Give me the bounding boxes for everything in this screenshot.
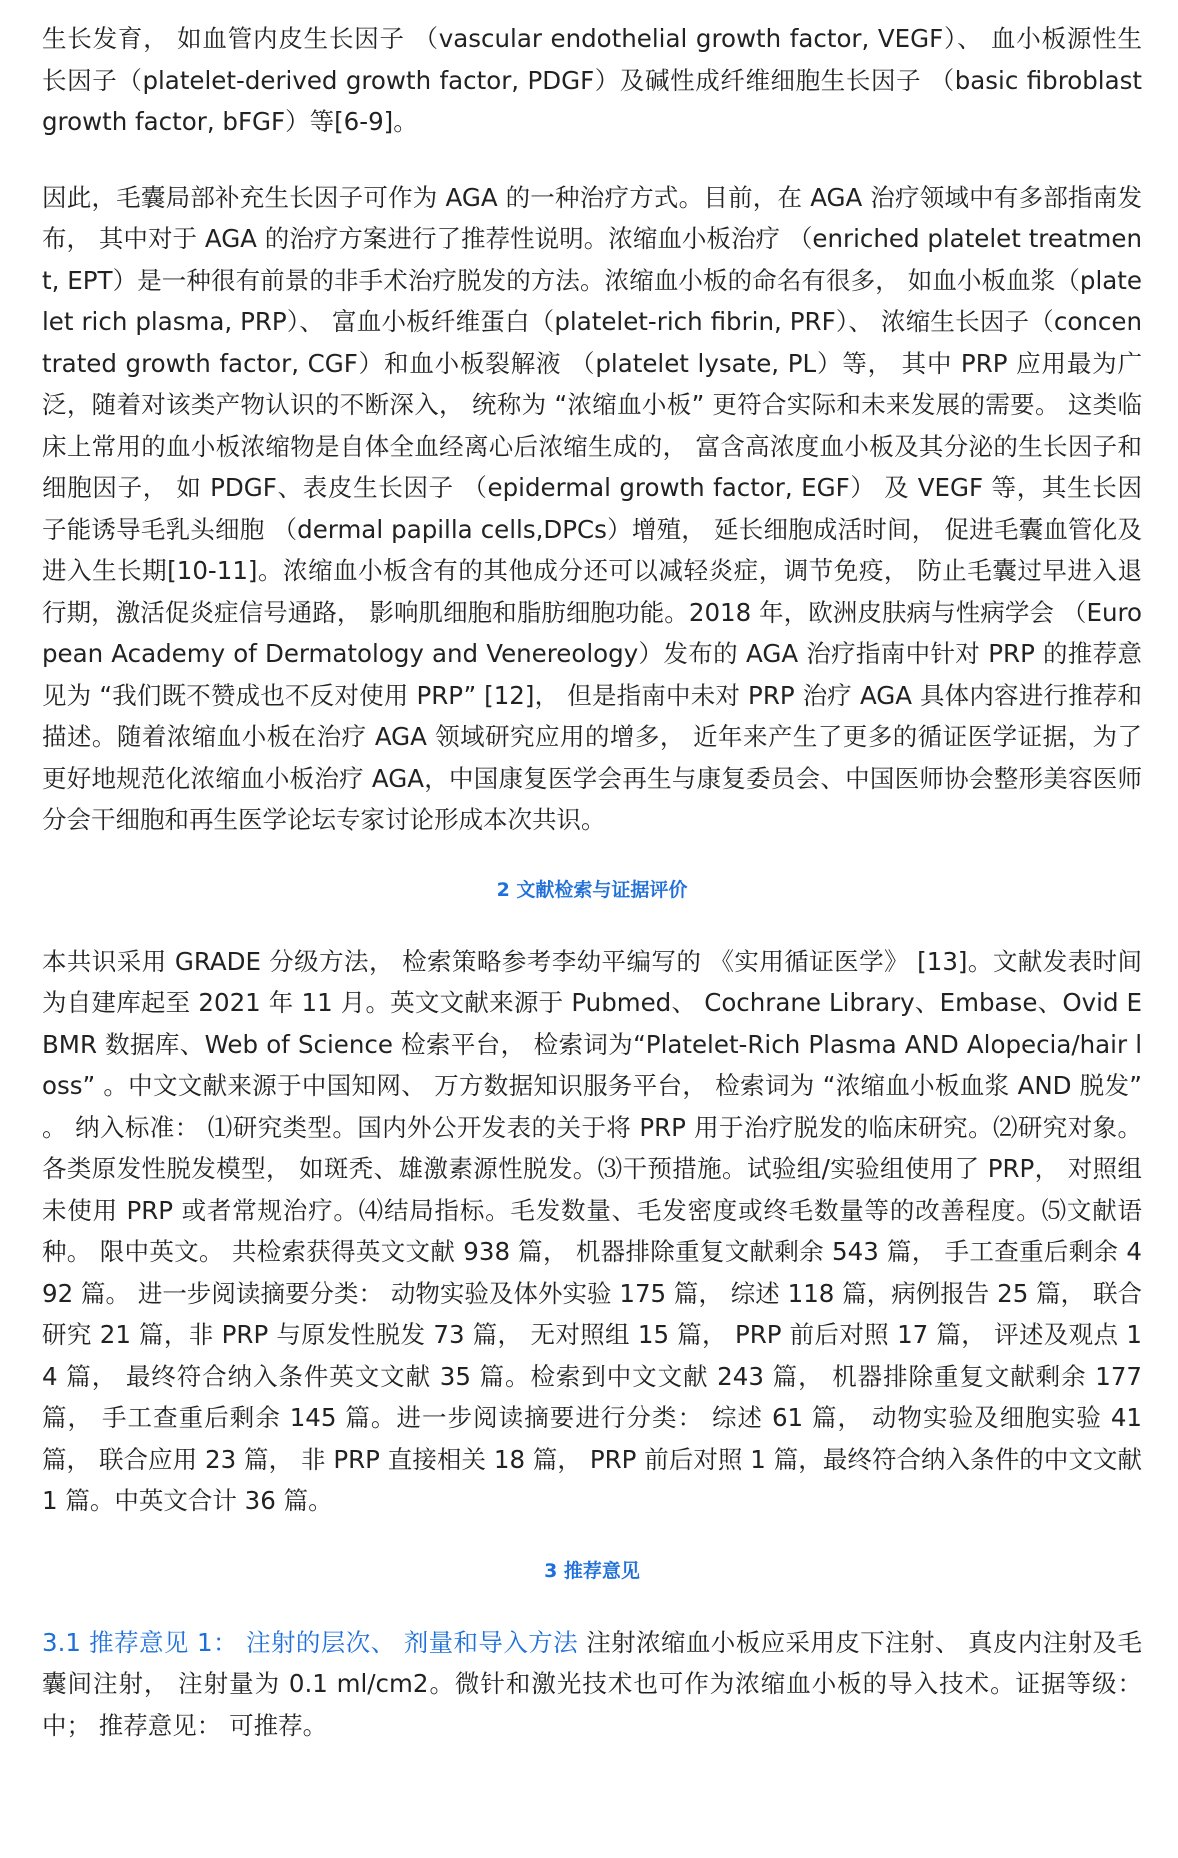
paragraph-literature-method: 本共识采用 GRADE 分级方法， 检索策略参考李幼平编写的 《实用循证医学》 [13]。文献发表时间为自建库起至 2021 年 11 月。英文文献来源于 Pubmed、 Cochrane Library、Embase、Ovid EBMR 数据库、Web of Science 检索平台， 检索词为“Platelet-Rich Plasma AND Alopecia/hair loss” 。中文文献来源于中国知网、 万方数据知识服务平台， 检索词为 “浓缩血小板血浆 AND 脱发” 。 纳入标准： ⑴研究类型。国内外公开发表的关于将 PRP 用于治疗脱发的临床研究。⑵研究对象。各类原发性脱发模型， 如斑秃、雄激素源性脱发。⑶干预措施。试验组/实验组使用了 PRP， 对照组未使用 PRP 或者常规治疗。⑷结局指标。毛发数量、毛发密度或终毛数量等的改善程度。⑸文献语种。 限中英文。 共检索获得英文文献 938 篇， 机器排除重复文献剩余 543 篇， 手工查重后剩余 492 篇。 进一步阅读摘要分类： 动物实验及体外实验 175 篇， 综述 118 篇，病例报告 25 篇， 联合研究 21 篇，非 PRP 与原发性脱发 73 篇， 无对照组 15 篇， PRP 前后对照 17 篇， 评述及观点 14 篇， 最终符合纳入条件英文文献 35 篇。检索到中文文献 243 篇， 机器排除重复文献剩余 177 篇， 手工查重后剩余 145 篇。进一步阅读摘要进行分类： 综述 61 篇， 动物实验及细胞实验 41 篇， 联合应用 23 篇， 非 PRP 直接相关 18 篇， PRP 前后对照 1 篇，最终符合纳入条件的中文文献 1 篇。中英文合计 36 篇。 [42, 946, 1142, 1515]
section-heading-literature: 2 文献检索与证据评价 [496, 878, 688, 901]
paragraph-recommendation-1 [42, 1622, 1142, 1747]
document-page [42, 18, 1142, 1746]
recommendation-1-body: 注射浓缩血小板应采用皮下注射、 真皮内注射及毛囊间注射， 注射量为 0.1 ml/cm2。微针和激光技术也可作为浓缩血小板的导入技术。证据等级： 中； 推荐意见： 可推荐。 [42, 1627, 1142, 1740]
section-heading-recommendations: 3 推荐意见 [544, 1559, 640, 1582]
recommendation-1-label: 3.1 推荐意见 1： 注射的层次、 剂量和导入方法 [42, 1627, 579, 1657]
paragraph-treatment-background: 因此，毛囊局部补充生长因子可作为 AGA 的一种治疗方式。目前，在 AGA 治疗领域中有多部指南发布， 其中对于 AGA 的治疗方案进行了推荐性说明。浓缩血小板治疗 （enriched platelet treatment, EPT）是一种很有前景的非手术治疗脱发的方法。浓缩血小板的命名有很多， 如血小板血浆（platelet rich plasma, PRP）、 富血小板纤维蛋白（platelet-rich fibrin, PRF）、 浓缩生长因子（concentrated growth factor, CGF）和血小板裂解液 （platelet lysate, PL）等， 其中 PRP 应用最为广泛，随着对该类产物认识的不断深入， 统称为 “浓缩血小板” 更符合实际和未来发展的需要。 这类临床上常用的血小板浓缩物是自体全血经离心后浓缩生成的， 富含高浓度血小板及其分泌的生长因子和细胞因子， 如 PDGF、表皮生长因子 （epidermal growth factor, EGF） 及 VEGF 等，其生长因子能诱导毛乳头细胞 （dermal papilla cells,DPCs）增殖， 延长细胞成活时间， 促进毛囊血管化及进入生长期[10-11]。浓缩血小板含有的其他成分还可以减轻炎症，调节免疫， 防止毛囊过早进入退行期，激活促炎症信号通路， 影响肌细胞和脂肪细胞功能。2018 年，欧洲皮肤病与性病学会 （European Academy of Dermatology and Venereology）发布的 AGA 治疗指南中针对 PRP 的推荐意见为 “我们既不赞成也不反对使用 PRP” [12]， 但是指南中未对 PRP 治疗 AGA 具体内容进行推荐和描述。随着浓缩血小板在治疗 AGA 领域研究应用的增多， 近年来产生了更多的循证医学证据，为了更好地规范化浓缩血小板治疗 AGA，中国康复医学会再生与康复委员会、中国医师协会整形美容医师分会干细胞和再生医学论坛专家讨论形成本次共识。 [42, 182, 1142, 834]
paragraph-growth-factors: 生长发育， 如血管内皮生长因子 （vascular endothelial growth factor, VEGF）、 血小板源性生长因子（platelet-derived growth factor, PDGF）及碱性成纤维细胞生长因子 （basic fibroblast growth factor, bFGF）等[6-9]。 [42, 24, 1142, 136]
